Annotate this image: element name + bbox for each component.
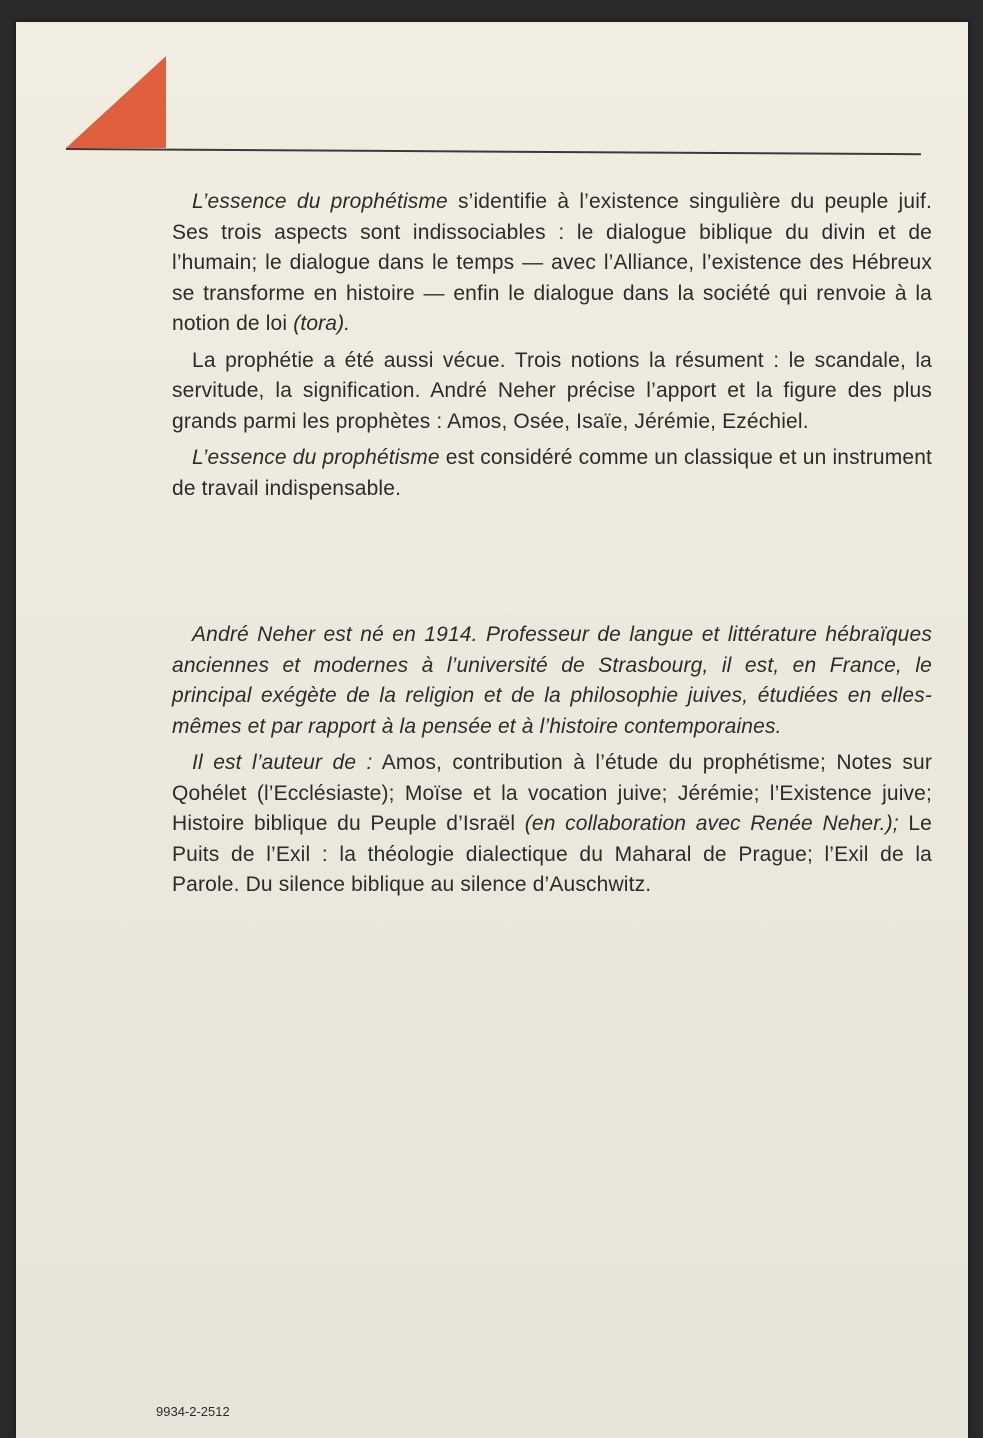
description-paragraph-3 xyxy=(172,443,932,504)
author-works xyxy=(172,748,932,901)
description-text: est considéré comme un classique et un instrument de travail indispensable. xyxy=(172,446,933,500)
description-paragraph-2: La prophétie a été aussi vécue. Trois notions la résument : le scandale, la servitude, la signification. André Neher précise l’apport et la figure des plus grands parmi les prophètes : Amos, Osée, Isaïe, Jérémie, Ezéchiel. xyxy=(172,348,932,433)
book-title-italic: L’essence du prophétisme xyxy=(192,446,440,469)
header-rule xyxy=(66,148,921,155)
author-bio: André Neher est né en 1914. Professeur de langue et littérature hébraïques anciennes et modernes à l’université de Strasbourg, il est, en France, le principal exégète de la religion et de la philosophie juives, étudiées en elles-mêmes et par rapport à la pensée et à l’histoire contemporaines. xyxy=(172,623,932,738)
author-section xyxy=(172,620,932,907)
works-intro: Il est l’auteur de : xyxy=(192,751,373,774)
orange-triangle-logo xyxy=(66,56,166,148)
isbn-code: 9934-2-2512 xyxy=(156,1404,230,1419)
tora-italic: (tora). xyxy=(293,312,351,335)
description-text: s’identifie à l’existence singulière du peuple juif. Ses trois aspects sont indissociables : le dialogue biblique du divin et de l’humain; le dialogue dans le temps — avec l’Alliance, l’existence des Hébreux se transforme en histoire — enfin le dialogue dans la société qui renvoie à la notion de loi xyxy=(172,190,932,335)
book-title-italic: L’essence du prophétisme xyxy=(192,190,448,213)
book-description xyxy=(172,187,932,510)
works-list-2: Le Puits de l’Exil : la théologie dialectique du Maharal de Prague; l’Exil de la Parole. Du silence biblique au silence d’Auschwitz. xyxy=(172,812,932,896)
works-collaboration: (en collaboration avec Renée Neher.); xyxy=(524,812,899,835)
book-back-cover xyxy=(16,22,968,1438)
description-paragraph-1 xyxy=(172,187,932,340)
works-list-1: Amos, contribution à l’étude du prophétisme; Notes sur Qohélet (l’Ecclésiaste); Moïse et la vocation juive; Jérémie; l’Existence juive; Histoire biblique du Peuple d’Israël xyxy=(172,751,932,835)
